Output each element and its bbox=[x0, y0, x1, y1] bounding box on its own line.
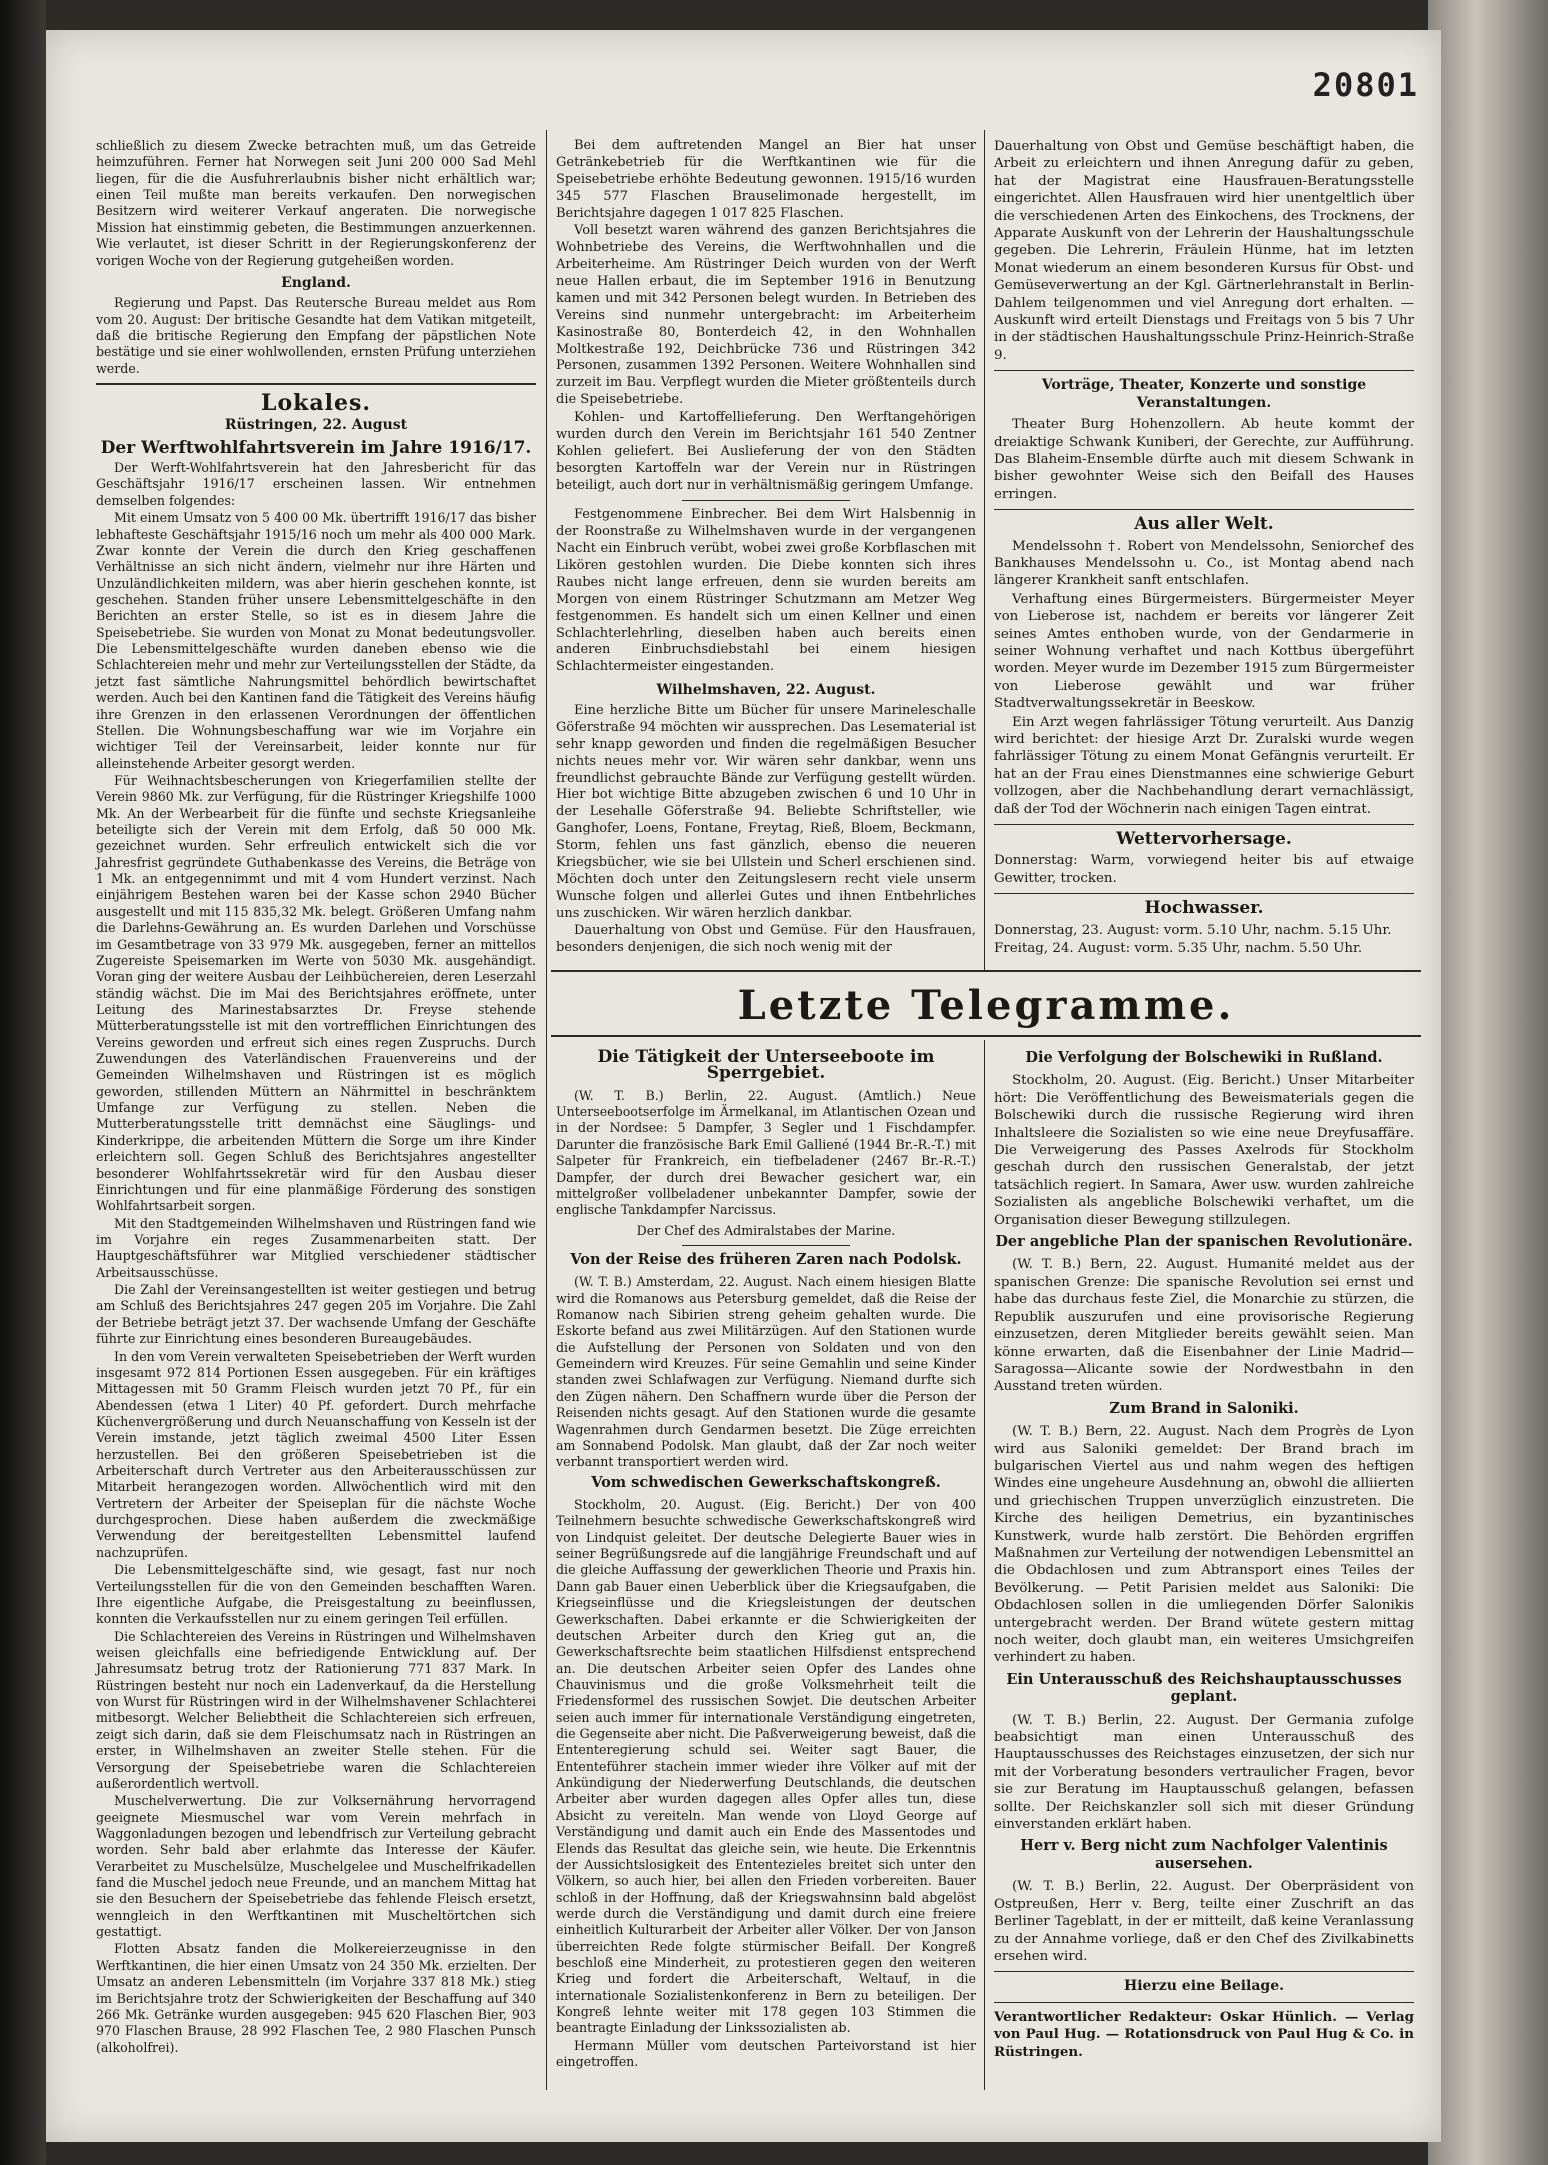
left-column bbox=[96, 138, 536, 2057]
werft-paragraph: Mit einem Umsatz von 5 400 00 Mk. übertrifft 1916/17 das bisher lebhafteste Geschäftsjahr 1915/16 noch um mehr als 400 000 Mark. Zwar konnte der Verein die durch den Krieg geschaffenen Verhältnisse an sich nicht ändern, vielmehr nur ihre Härten und Unzuländlichkeiten mildern, was aber hierin geschehen konnte, ist geschehen. Standen früher unsere Lebensmittelgeschäfte in den Berichten an erster Stelle, so ist es in diesem Jahre die Speisebetriebe. Sie wurden von Monat zu Monat bedeutungsvoller. Die Lebensmittelgeschäfte wurden daneben ebenso wie die Schlachtereien mehr und mehr zur Verteilungsstellen der Städte, da jetzt fast sämtliche Nahrungsmittel behördlich bewirtschaftet werden. Auch bei den Kantinen fand die Tätigkeit des Vereins häufig ihre Grenzen in den erlassenen Verordnungen der öffentlichen Stellen. Die Wohnungsbeschaffung war wie im Vorjahre ein wichtiger Teil der Vereinsarbeit, leider konnte nur für alleinstehende Arbeiter gesorgt werden. bbox=[96, 510, 536, 771]
middle-column bbox=[556, 138, 976, 958]
vortraege-text: Theater Burg Hohenzollern. Ab heute kommt der dreiaktige Schwank Kuniberi, der Gerechte, zur Aufführung. Das Blaheim-Ensemble dürfte auch mit diesem Schwank in bisher gewohnter Weise sich den Beifall des Hauses erringen. bbox=[994, 417, 1414, 502]
werft-paragraph: Muschelverwertung. Die zur Volksernährung hervorragend geeignete Miesmuschel war vom Verein mehrfach in Waggonladungen bezogen und lebendfrisch zur Verteilung gebracht worden. Sehr bald aber erlahmte das Interesse der Käufer. Verarbeitet zu Muschelsülze, Muschelgelee und Muschelfrikadellen fand die Muschel jedoch neue Freunde, und an manchem Mittag hat sie den Besuchern der Speisebetriebe das fehlende Fleisch ersetzt, wenngleich in den Werftkantinen mit Muscheltörtchen sich gestattigt. bbox=[96, 1793, 536, 1940]
banner-rule-top bbox=[551, 970, 1421, 972]
scan-border-right bbox=[1428, 0, 1548, 2165]
column-divider bbox=[546, 130, 547, 2090]
zar-text: (W. T. B.) Amsterdam, 22. August. Nach einem hiesigen Blatte wird die Romanows aus Petersburg gemeldet, daß die Reise der Romanow nach Sibirien streng geheim gehalten wurde. Die Eskorte befand aus zwei Militärzügen. Auf den Stationen wurde die Aufstellung der Personen von Soldaten und von den Gemeindern wird Kreuzes. Für seine Gemahlin und seine Kinder standen zwei Schlafwagen zur Verfügung. Niemand durfte sich den Zügen nähern. Den Schaffnern wurde über die Person der Reisenden nichts gesagt. Auf den Stationen wurde die gesamte Wagenrahmen durch Gendarmen besetzt. Die Züge erreichten am Sonnabend Podolsk. Man glaubt, daß der Zar noch weiter verbannt transportiert werden wird. bbox=[556, 1274, 976, 1470]
zar-heading: Von der Reise des früheren Zaren nach Podolsk. bbox=[570, 1250, 962, 1268]
section-rule bbox=[994, 824, 1414, 825]
werft-heading: Der Werftwohlfahrtsverein im Jahre 1916/17. bbox=[100, 437, 532, 458]
ubootee-text: (W. T. B.) Berlin, 22. August. (Amtlich.) Neue Unterseebootserfolge im Ärmelkanal, im Atlantischen Ozean und in der Nordsee: 5 Dampfer, 3 Segler und 1 Fischdampfer. Darunter die französische Bark Emil Galliené (1944 Br.-R.-T.) mit Salpeter für Frankreich, ein tiefbeladener (2467 Br.-R.-T.) Dampfer, der durch drei Bewacher gesichert war, ein mittelgroßer vollbeladener unbekannter Dampfer, sowie der englische Tankdampfer Narcissus. bbox=[556, 1087, 976, 1218]
berg-text: (W. T. B.) Berlin, 22. August. Der Oberpräsident von Ostpreußen, Herr v. Berg, teilte einer Zuschrift an das Berliner Tageblatt, in der er mitteilt, daß keine Veranlassung zu der Annahme vorliege, daß er den Chef des Zivilkabinetts ersehen wird. bbox=[994, 1879, 1414, 1964]
werft-paragraph: Die Lebensmittelgeschäfte sind, wie gesagt, fast nur noch Verteilungsstellen für die von den Gemeinden beschafften Waren. Ihre eigentliche Aufgabe, die Preisgestaltung zu beeinflussen, konnten die Verkaufsstellen nur zu einem geringen Teil erfüllen. bbox=[96, 1562, 536, 1627]
middle-paragraph: Kohlen- und Kartoffellieferung. Den Werftangehörigen wurden durch den Verein im Berichtsjahr 161 540 Zentner Kohlen geliefert. Bei Auslieferung der von den Städten besorgten Kartoffeln war der Verein nur in Rüstringen beteiligt, auch dort nur in verhältnismäßig geringem Umfange. bbox=[556, 410, 976, 493]
england-heading: England. bbox=[281, 274, 351, 291]
telegrams-left bbox=[556, 1045, 976, 2072]
gewerk-heading: Vom schwedischen Gewerkschaftskongreß. bbox=[591, 1473, 941, 1491]
section-rule bbox=[994, 509, 1414, 510]
beilage-note: Hierzu eine Beilage. bbox=[1123, 1978, 1285, 1995]
page-number: 20801 bbox=[1312, 66, 1419, 104]
banner-rule-bottom bbox=[551, 1035, 1421, 1037]
spanien-text: (W. T. B.) Bern, 22. August. Humanité meldet aus der spanischen Grenze: Die spanische Revolution sei ernst und habe das durchaus feste Ziel, die Monarchie zu stürzen, die Republik auszurufen und eine provisorische Regierung einzusetzen, deren Mitglieder bereits gewählt seien. Man könne erwarten, daß die Eisenbahner der Linie Madrid—Saragossa—Alicante sowie der Nordwestbahn in den Ausstand treten würden. bbox=[994, 1257, 1414, 1395]
lokales-dateline: Rüstringen, 22. August bbox=[224, 417, 408, 434]
mendelssohn-text: Mendelssohn †. Robert von Mendelssohn, Seniorchef des Bankhauses Mendelssohn u. Co., ist Montag abend nach längerer Krankheit sanft entschlafen. bbox=[994, 538, 1414, 589]
bolsch-heading: Die Verfolgung der Bolschewiki in Rußland. bbox=[1025, 1049, 1383, 1066]
gewerk-tail: Hermann Müller vom deutschen Parteivorstand ist hier eingetroffen. bbox=[556, 2037, 976, 2070]
section-rule bbox=[994, 2002, 1414, 2003]
hochwasser-heading: Hochwasser. bbox=[1144, 898, 1264, 919]
imprint: Verantwortlicher Redakteur: Oskar Hünlich. — Verlag von Paul Hug. — Rotationsdruck von Paul Hug & Co. in Rüstringen. bbox=[994, 2008, 1414, 2060]
vortraege-heading: Vorträge, Theater, Konzerte und sonstige Veranstaltungen. bbox=[1041, 377, 1367, 411]
dauerhaltung-text: Dauerhaltung von Obst und Gemüse. Für den Hausfrauen, besonders denjenigen, die sich noch wenig mit der bbox=[556, 923, 976, 956]
telegrams-banner: Letzte Telegramme. bbox=[737, 982, 1235, 1029]
short-rule bbox=[682, 1245, 850, 1246]
section-rule bbox=[994, 370, 1414, 371]
werft-paragraph: Der Werft-Wohlfahrtsverein hat den Jahresbericht für das Geschäftsjahr 1916/17 erscheinen lassen. Wir entnehmen demselben folgendes: bbox=[96, 460, 536, 508]
section-rule bbox=[994, 893, 1414, 894]
england-text: Regierung und Papst. Das Reutersche Bureau meldet aus Rom vom 20. August: Der britische Gesandte hat dem Vatikan mitgeteilt, daß die britische Regierung den Empfang der päpstlichen Note bestätige und sie einer wohlwollenden, ernsten Prüfung unterziehen werde. bbox=[96, 295, 536, 376]
wetter-heading: Wettervorhersage. bbox=[1116, 829, 1292, 850]
gewerk-text: Stockholm, 20. August. (Eig. Bericht.) Der von 400 Teilnehmern besuchte schwedische Gewerkschaftskongreß wird von Lindquist geleitet. Der deutsche Delegierte Bauer wies in seiner Begrüßungsrede auf die langjährige Freundschaft und auf die gleiche Auffassung der gewerklichen Theorie und Praxis hin. Dann gab Bauer einen Ueberblick über die Kriegsaufgaben, die Kriegseinflüsse und die Kriegsleistungen der deutschen Gewerkschaften. Dabei erkannte er die Schwierigkeiten der deutschen Arbeiter durch den Krieg gut an, die Gewerkschaftsrechte beim staatlichen Hilfsdienst entsprechend an. Die deutschen Arbeiter seien Opfer des Landes ohne Chauvinismus und die große Volksmehrheit teilt die Friedensformel des russischen Sowjet. Die deutschen Arbeiter seien auch immer für internationale Verständigung eingetreten, die Gegenseite aber nicht. Die Paßverweigerung beweist, daß die Ententeregierung schuld sei. Weiter sagt Bauer, die Ententeführer stachein immer wieder ihre Völker auf mit der Ankündigung der Niederwerfung Deutschlands, die deutschen Arbeiter aber wurden dagegen alles Opfer alles tun, diese Absicht zu vereiteln. Man wende von Lloyd George auf Verständigung und damit auch ein Ende des Massentodes und Elends das Resultat das gleiche sein, wie heute. Die Erkenntnis der Aussichtslosigkeit des Ententezieles breitet sich unter den Völkern, so auch hier, bei allen den Frieden vorbereiten. Bauer schloß in der Hoffnung, daß der Kriegswahnsinn bald abgelöst werde durch die Verständigung und damit durch eine freiere einheitlich Kulturarbeit der Arbeiter aller Völker. Der von Janson überreichten Rede folgte stürmischer Beifall. Der Kongreß beschloß eine Minderheit, zu protestieren gegen den weiteren Krieg und fordert die Arbeiterschaft, Weltauf, in die internationale Sozialistenkonferenz in Bern zu beteiligen. Der Kongreß lehnte weiter mit 178 gegen 103 Stimmen die beantragte Einladung der Linkssozialisten ab. bbox=[556, 1496, 976, 2036]
newspaper-page bbox=[46, 30, 1441, 2142]
section-rule bbox=[96, 383, 536, 385]
ubootee-signature: Der Chef des Admiralstabes der Marine. bbox=[636, 1222, 896, 1238]
ubootee-heading: Die Tätigkeit der Unterseeboote im Sperrgebiet. bbox=[597, 1047, 935, 1084]
werft-paragraph: Die Schlachtereien des Vereins in Rüstringen und Wilhelmshaven weisen gleichfalls eine befriedigende Entwicklung auf. Der Jahresumsatz betrug trotz der Rationierung 771 837 Mark. In Rüstringen besteht nur noch ein Ladenverkauf, da die Herstellung von Wurst für Rüstringen wird in der Wilhelmshavener Schlachterei mitbesorgt. Welcher Beliebtheit die Schlachtereien sich erfreuen, zeigt sich darin, daß sie dem Fleischumsatz nach in Rüstringen an erster, in Wilhelmshaven an zweiter Stelle stehen. Für die Versorgung der Speisebetriebe waren die Schlachtereien außerordentlich wertvoll. bbox=[96, 1628, 536, 1791]
telegrams-right bbox=[994, 1045, 1414, 2062]
arzt-text: Ein Arzt wegen fahrlässiger Tötung verurteilt. Aus Danzig wird berichtet: der hiesige Arzt Dr. Zuralski wurde wegen fahrlässiger Tötung zu einem Monat Gefängnis verurteilt. Er hat an der Frau eines Dienstmannes eine schwierige Geburt vollzogen, aber die Nachbehandlung derart vernachlässigt, daß der Tod der Wöchnerin nach einigen Tagen eintrat. bbox=[994, 714, 1414, 817]
berg-heading: Herr v. Berg nicht zum Nachfolger Valentinis ausersehen. bbox=[1020, 1837, 1388, 1872]
lokales-heading: Lokales. bbox=[260, 390, 372, 417]
middle-paragraph: Bei dem auftretenden Mangel an Bier hat unser Getränkebetrieb für die Werftkantinen wie für die Speisebetriebe erhöhte Bedeutung gewonnen. 1915/16 wurden 345 577 Flaschen Brauselimonade hergestellt, im Berichtsjahre dagegen 1 017 825 Flaschen. bbox=[556, 138, 976, 221]
ausschuss-text: (W. T. B.) Berlin, 22. August. Der Germania zufolge beabsichtigt man einen Unterausschuß des Hauptausschusses des Reichstages einzusetzen, der sich nur mit der Vorberatung besonders vertraulicher Fragen, bevor sie zur Beratung im Hauptausschuß gelangen, befassen sollte. Der Reichskanzler soll sich mit dieser Gründung einverstanden erklärt haben. bbox=[994, 1712, 1414, 1833]
buergermeister-text: Verhaftung eines Bürgermeisters. Bürgermeister Meyer von Lieberose ist, nachdem er bereits vor längerer Zeit seines Amtes enthoben wurde, von der Gendarmerie in seiner Wohnung verhaftet und nach Kottbus übergeführt worden. Meyer wurde im Dezember 1915 zum Bürgermeister von Lieberose gewählt und war früher Stadtverwaltungssekretär in Beeskow. bbox=[994, 591, 1414, 712]
dauerhaltung-cont: Dauerhaltung von Obst und Gemüse beschäftigt haben, die Arbeit zu erleichtern und ihnen Anregung dafür zu geben, hat der Magistrat eine Hausfrauen-Beratungsstelle eingerichtet. Allen Hausfrauen wird hier unentgeltlich über die verschiedenen Arten des Einkochens, des Trocknens, der Apparate Auskunft von der Lehrerin der Haushaltungsschule gegeben. Die Lehrerin, Fräulein Hünme, hat im letzten Monat wiederum an einem besonderen Kursus für Obst- und Gemüseverwertung an der Kgl. Gärtnerlehranstalt in Berlin-Dahlem teilgenommen und viel Anregung dort erhalten. — Auskunft wird erteilt Dienstags und Freitags von 5 bis 7 Uhr in der städtischen Haushaltungsschule Prinz-Heinrich-Straße 9. bbox=[994, 139, 1414, 363]
column-divider bbox=[984, 130, 985, 970]
saloniki-text: (W. T. B.) Bern, 22. August. Nach dem Progrès de Lyon wird aus Saloniki gemeldet: Der Brand brach im bulgarischen Viertel aus und nahm wegen des heftigen Windes eine ungeheure Ausdehnung an, obwohl die alliierten und griechischen Truppen unverzüglich einzustreten. Die Kirche des heiligen Demetrius, ein byzantinisches Kunstwerk, wurde halb zerstört. Die Behörden ergriffen Maßnahmen zur Verteilung der notwendigen Lebensmittel an die Obdachlosen und zum Abtransport eines Teiles der Bevölkerung. — Petit Parisien meldet aus Saloniki: Die Obdachlosen sollen in die umliegenden Dörfer Salonikis untergebracht werden. Der Brand wütete gestern mittag noch weiter, doch glaubt man, ein weiteres Umsichgreifen verhindert zu haben. bbox=[994, 1424, 1414, 1666]
saloniki-heading: Zum Brand in Saloniki. bbox=[1109, 1399, 1299, 1417]
bolsch-text: Stockholm, 20. August. (Eig. Bericht.) Unser Mitarbeiter hört: Die Veröffentlichung des Beweismaterials gegen die Bolschewiki durch die russische Regierung wird ihren Inhaltsleere die Sozialisten so wie eine neue Dreyfusaffäre. Die Verweigerung des Passes Axelrods für Stockholm geschah durch den russischen Generalstab, der jetzt tatsächlich regiert. In Samara, Awer usw. wurden zahlreiche Sozialisten als angebliche Bolschewiki verhaftet, um die Organisation dieser Bewegung stillzulegen. bbox=[994, 1073, 1414, 1228]
intro-text: schließlich zu diesem Zwecke betrachten muß, um das Getreide heimzuführen. Ferner hat Norwegen seit Juni 200 000 Sad Mehl liegen, für die die Ausfuhrerlaubnis bisher nicht erhältlich war; einen Teil mußte man bereits verkaufen. Den norwegischen Besitzern wird weiterer Verkauf angeraten. Die norwegische Mission hat einstimmig gebeten, die Bestimmungen anzuerkennen. Wie verlautet, ist dieser Schritt in der Regierungskonferenz der vorigen Woche von der Regierung gutgeheißen worden. bbox=[96, 138, 536, 268]
werft-paragraph: In den vom Verein verwalteten Speisebetrieben der Werft wurden insgesamt 972 814 Portionen Essen ausgegeben. Für ein kräftiges Mittagessen mit 50 Gramm Fleisch wurden jetzt 70 Pf., für ein Abendessen (etwa 1 Liter) 40 Pf. gefordert. Durch mehrfache Küchenvergrößerung und durch Neuanschaffung von Kesseln ist der Verein imstande, jetzt täglich zweimal 4500 Liter Essen herzustellen. Bei den größeren Speisebetrieben ist die Arbeiterschaft durch Vertreter aus den Arbeiterausschüssen zur Mitarbeit herangezogen worden. Allwöchentlich wird mit den Vertretern der Arbeiter der Speiseplan für die nächste Woche durchgesprochen. Diese haben außerdem die zweckmäßige Verwendung der bereitgestellten Lebensmittel laufend nachzuprüfen. bbox=[96, 1348, 536, 1560]
whv-dateline: Wilhelmshaven, 22. August. bbox=[656, 682, 876, 699]
section-rule bbox=[994, 1971, 1414, 1972]
hochwasser-line: Donnerstag, 23. August: vorm. 5.10 Uhr, nachm. 5.15 Uhr. bbox=[994, 922, 1392, 938]
middle-paragraph: Voll besetzt waren während des ganzen Berichtsjahres die Wohnbetriebe des Vereins, die Werftwohnhallen und die Arbeiterheime. Am Rüstringer Deich wurden von der Werft neue Hallen erbaut, die im September 1916 in Benutzung kamen und mit 342 Personen belegt wurden. In Betrieben des Vereins sind nunmehr untergebracht: im Arbeiterheim Kasinostraße 80, Bonterdeich 42, in den Wohnhallen Moltkestraße 192, Deichbrücke 736 und Rüstringen 342 Personen, zusammen 1392 Personen. Weitere Wohnhallen sind zurzeit im Bau. Verpflegt wurden die Mieter größtenteils durch die Speisebetriebe. bbox=[556, 223, 976, 408]
wetter-text: Donnerstag: Warm, vorwiegend heiter bis auf etwaige Gewitter, trocken. bbox=[994, 853, 1414, 886]
ausaller-heading: Aus aller Welt. bbox=[1134, 514, 1274, 535]
right-column bbox=[994, 138, 1414, 958]
bitte-text: Eine herzliche Bitte um Bücher für unsere Marineleschalle Göferstraße 94 möchten wir aussprechen. Das Lesematerial ist sehr knapp geworden und finden die regelmäßigen Besucher nichts neues mehr vor. Wir wären sehr dankbar, wenn uns freundlichst gebrauchte Bände zur Verfügung gestellt würden. Hier bot wichtige Bitte abzugeben zwischen 6 und 10 Uhr in der Lesehalle Göferstraße 94. Beliebte Schriftsteller, wie Ganghofer, Loens, Fontane, Freytag, Rieß, Bloem, Beckmann, Storm, fehlen uns fast gänzlich, ebenso die neueren Kriegsbücher, wie sie bei Ullstein und Scherl erschienen sind. Möchten doch unter den Zeitungslesern recht viele unserm Wunsche folgen und allerlei Gutes und ihnen Entbehrliches uns zuschicken. Wir wären herzlich dankbar. bbox=[556, 703, 976, 921]
ausschuss-heading: Ein Unterausschuß des Reichshauptausschusses geplant. bbox=[1006, 1670, 1402, 1706]
hochwasser-line: Freitag, 24. August: vorm. 5.35 Uhr, nachm. 5.50 Uhr. bbox=[994, 941, 1363, 957]
werft-paragraph: Mit den Stadtgemeinden Wilhelmshaven und Rüstringen fand wie im Vorjahre ein reges Zusammenarbeiten statt. Der Hauptgeschäftsführer war Mitglied verschiedener städtischer Arbeitsausschüsse. bbox=[96, 1215, 536, 1280]
short-rule bbox=[682, 500, 850, 501]
werft-paragraph: Flotten Absatz fanden die Molkereierzeugnisse in den Werftkantinen, die hier einen Umsatz von 24 350 Mk. erzielten. Der Umsatz an anderen Lebensmitteln (im Vorjahre 337 818 Mk.) stieg im Berichtsjahre trotz der Schwierigkeiten der Beschaffung auf 340 266 Mk. Getränke wurden ausgegeben: 945 620 Flaschen Bier, 903 970 Flaschen Brause, 28 992 Flaschen Tee, 2 980 Flaschen Punsch (alkoholfrei). bbox=[96, 1941, 536, 2055]
einbrecher-text: Festgenommene Einbrecher. Bei dem Wirt Halsbennig in der Roonstraße zu Wilhelmshaven wurde in der vergangenen Nacht ein Einbruch verübt, wobei zwei große Korbflaschen mit Likören gestohlen wurden. Die Diebe konnten sich ihres Raubes nicht lange erfreuen, denn sie wurden bereits am Morgen von einem Rüstringer Schutzmann am Metzer Weg festgenommen. Es handelt sich um einen Kellner und einen Schlachterlehrling, dieselben haben auch bereits einen anderen Einbruchsdiebstahl bei einem hiesigen Schlachtermeister eingestanden. bbox=[556, 507, 976, 675]
column-divider bbox=[984, 1040, 985, 2090]
scan-border-left bbox=[0, 0, 46, 2165]
werft-paragraph: Die Zahl der Vereinsangestellten ist weiter gestiegen und betrug am Schluß des Berichtsjahres 247 gegen 205 im Vorjahre. Die Zahl der Betriebe beträgt jetzt 37. Der wachsende Umfang der Geschäfte führte zur Einrichtung eines besonderen Bureaugebäudes. bbox=[96, 1282, 536, 1347]
spanien-heading: Der angebliche Plan der spanischen Revolutionäre. bbox=[995, 1233, 1413, 1251]
werft-paragraph: Für Weihnachtsbescherungen von Kriegerfamilien stellte der Verein 9860 Mk. zur Verfügung, für die Rüstringer Kriegshilfe 1000 Mk. An der Werbearbeit für die fünfte und sechste Kriegsanleihe beteiligte sich der Verein mit dem Erfolg, daß 50 000 Mk. gezeichnet wurden. Sehr erfreulich entwickelt sich die vor Jahresfrist gegründete Guthabenkasse des Vereins, die Beträge von 1 Mk. an entgegennimmt und mit 4 vom Hundert verzinst. Nach einjährigem Bestehen waren bei der Kasse schon 2940 Bücher ausgestellt und mit 115 835,32 Mk. belegt. Größeren Umfang nahm die Darlehns-Gewährung an. Es wurden Darlehen und Vorschüsse im Gesamtbetrage von 33 979 Mk. ausgegeben, ferner an mittellos Zugereiste Speisemarken im Werte von 5030 Mk. ausgehändigt. Voran ging der weitere Ausbau der Leihbüchereien, deren Leserzahl ständig wächst. Die im Mai des Berichtsjahres eröffnete, unter Leitung des Marinestabsarztes Dr. Freyse stehende Mütterberatungsstelle ist mit den vortrefflichen Einrichtungen des Vereins geworden und erfreut sich eines regen Zuspruchs. Durch Zuwendungen des Vaterländischen Frauenvereins und der Gemeinden Wilhelmshaven und Rüstringen ist es möglich geworden, stillenden Müttern an Nährmittel in beschränktem Umfange zur Verfügung zu stellen. Neben die Mutterberatungsstelle tritt demnächst eine Säuglings- und Kinderkrippe, die arbeitenden Müttern die Sorge um ihre Kinder erleichtern soll. Gegen Schluß des Berichtsjahres angestellter besonderer Wohlfahrtssekretär wird für den Ausbau dieser Einrichtungen und für eine planmäßige Förderung des sonstigen Wohlfahrtsarbeit sorgen. bbox=[96, 772, 536, 1214]
